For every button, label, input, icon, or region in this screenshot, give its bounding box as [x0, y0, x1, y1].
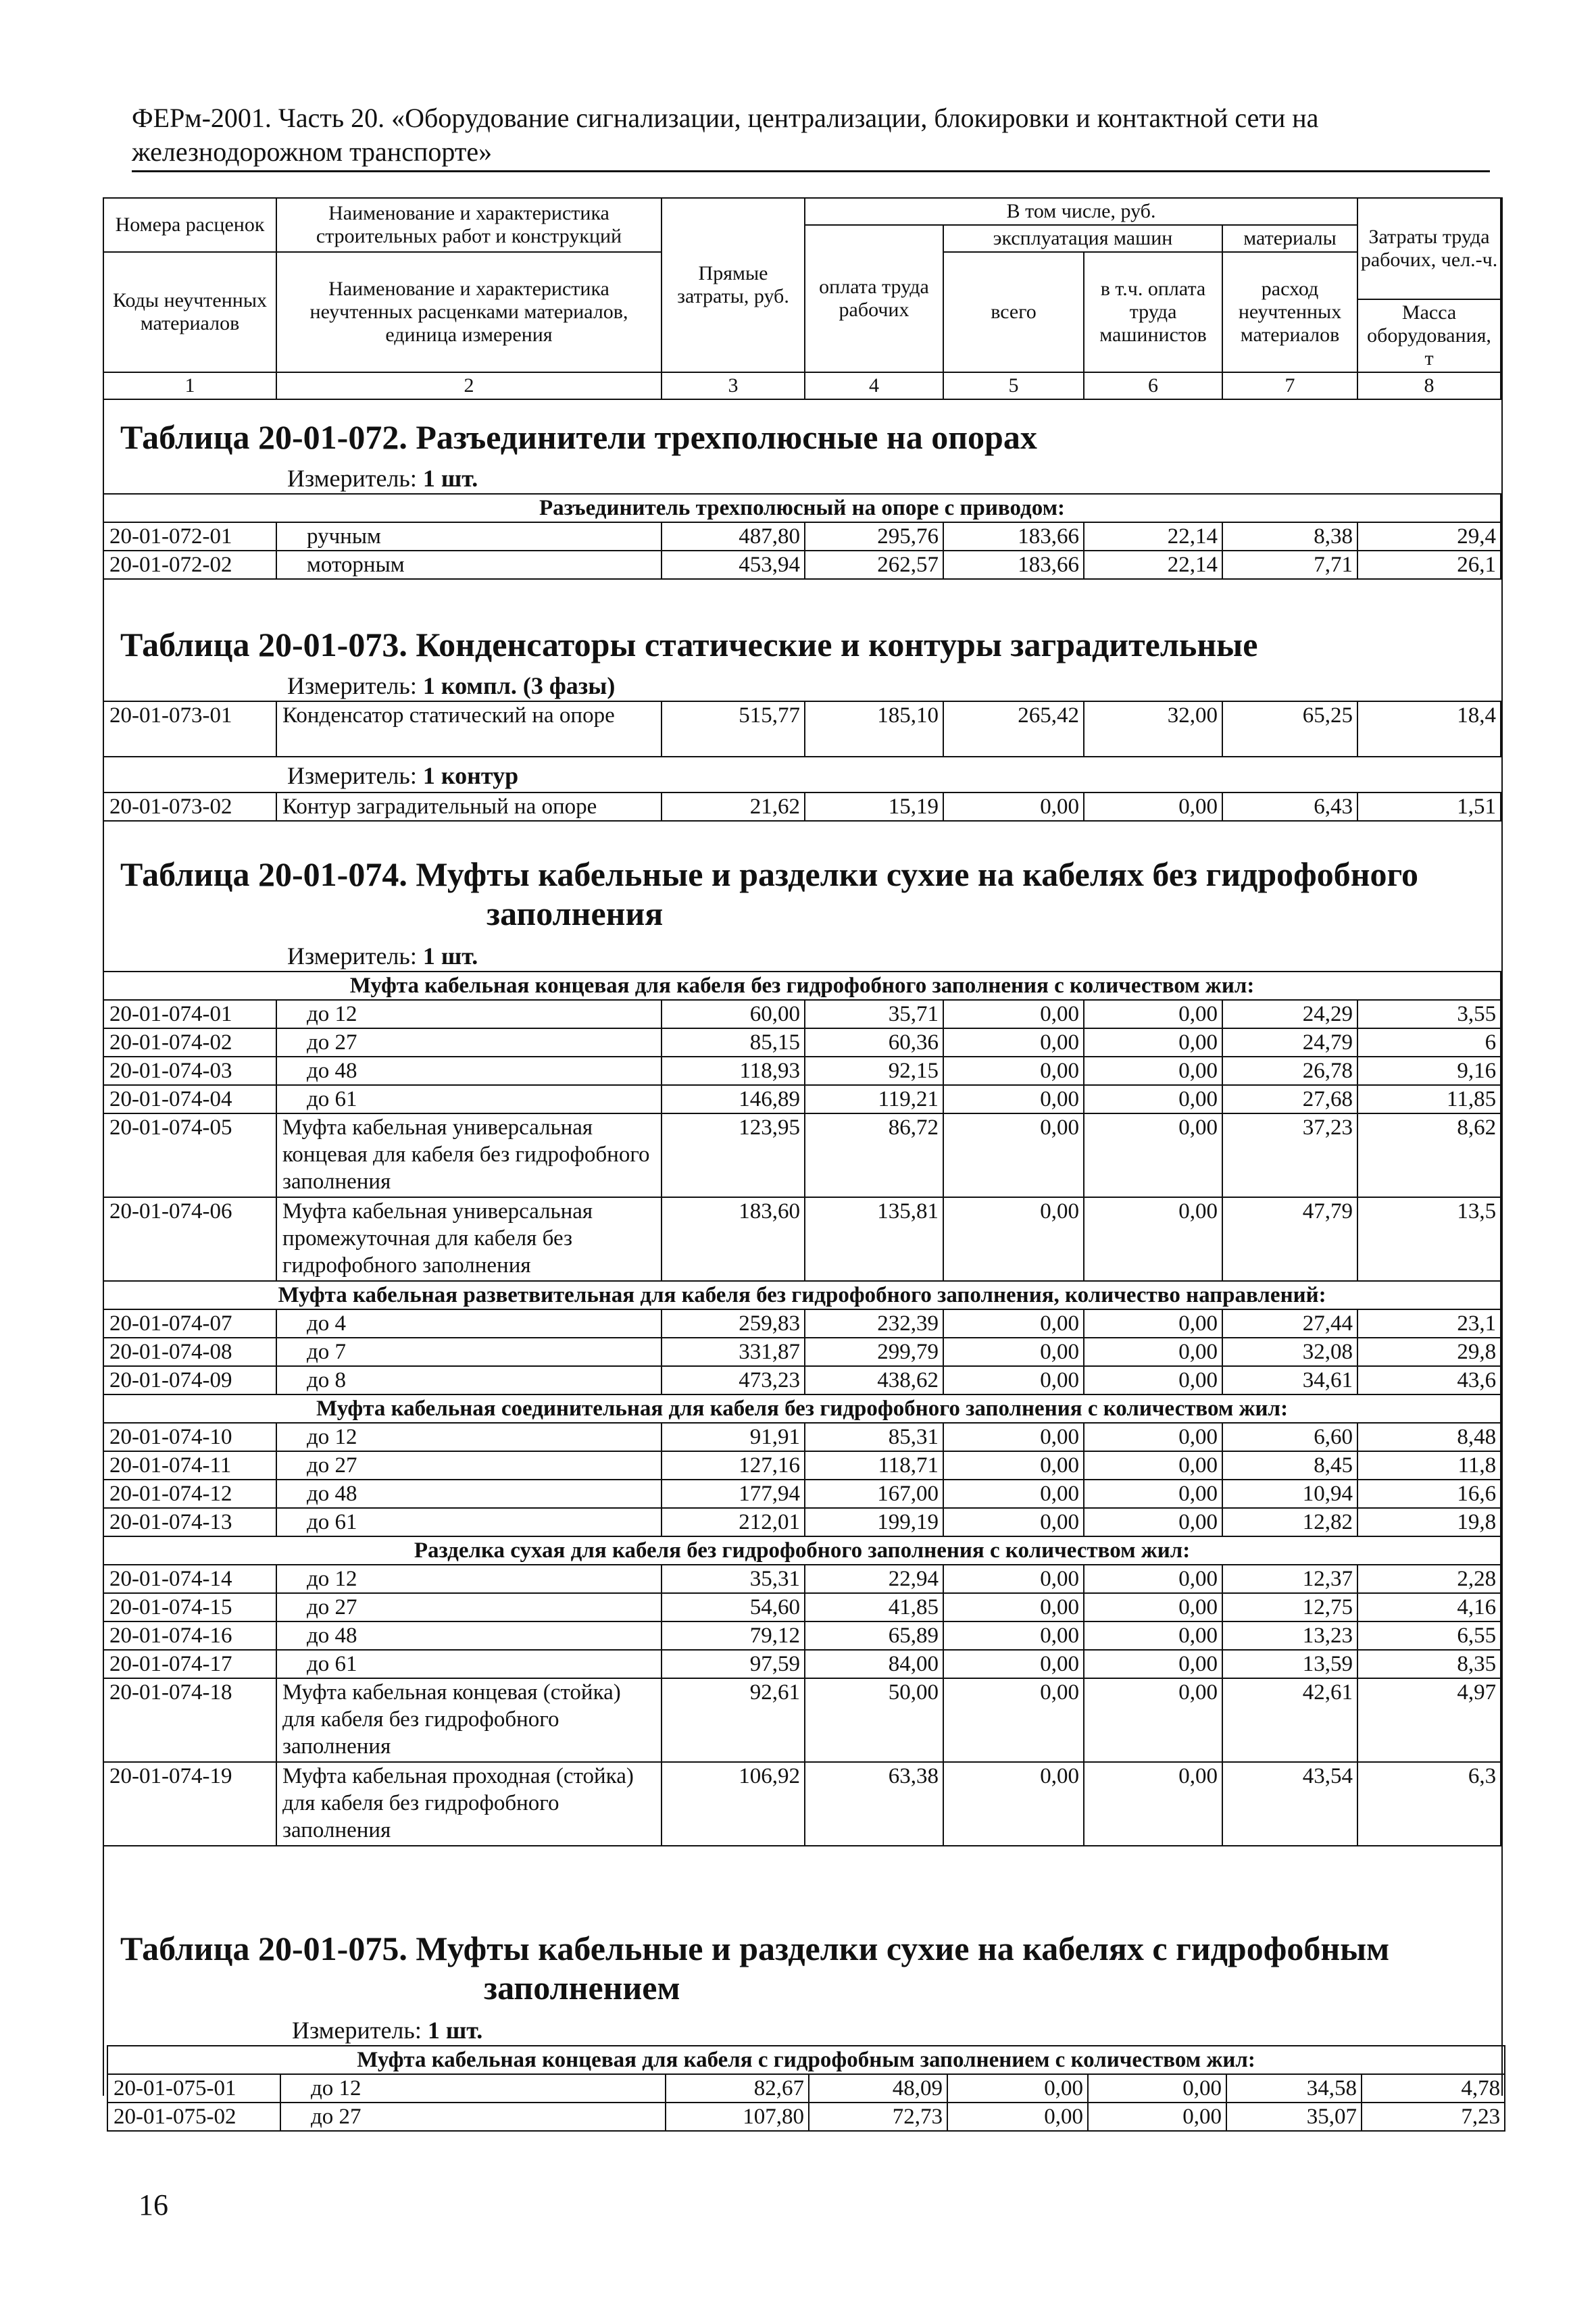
- labor-hours-cell: 4,97: [1357, 1678, 1501, 1762]
- rate-code-cell: 20-01-074-18: [103, 1678, 276, 1762]
- work-name-cell: до 27: [280, 2103, 666, 2131]
- machines-total-cell: 183,66: [943, 551, 1084, 579]
- rate-code-cell: 20-01-073-02: [103, 793, 276, 821]
- work-name-cell: до 48: [276, 1480, 662, 1508]
- table-row: [103, 1000, 1501, 1028]
- rate-code-cell: 20-01-074-07: [103, 1309, 276, 1338]
- col-num-6: 6: [1084, 372, 1222, 399]
- measure-label: Измеритель:: [287, 672, 417, 699]
- work-name-cell: Муфта кабельная универсальная промежуточная для кабеля без гидрофобного заполнения: [276, 1197, 662, 1281]
- machines-total-cell: 0,00: [943, 1197, 1084, 1281]
- materials-cell: 37,23: [1222, 1113, 1357, 1197]
- materials-cell: 13,59: [1222, 1650, 1357, 1678]
- operators-pay-cell: 0,00: [1084, 1762, 1222, 1846]
- table-row: [103, 522, 1501, 551]
- labor-pay-cell: 295,76: [805, 522, 943, 551]
- measure-value: 1 контур: [422, 762, 519, 789]
- labor-pay-cell: 86,72: [805, 1113, 943, 1197]
- col-7-header: расход неучтенных материалов: [1222, 252, 1357, 372]
- rate-code-cell: 20-01-074-15: [103, 1593, 276, 1621]
- labor-hours-cell: 29,4: [1357, 522, 1501, 551]
- machines-total-cell: 0,00: [943, 1366, 1084, 1394]
- operators-pay-cell: 0,00: [1084, 1678, 1222, 1762]
- group-label: Муфта кабельная разветвительная для кабеля без гидрофобного заполнения, количество направлений:: [103, 1281, 1501, 1309]
- machines-total-cell: 0,00: [943, 1309, 1084, 1338]
- machines-total-cell: 0,00: [947, 2103, 1088, 2131]
- labor-hours-cell: 23,1: [1357, 1309, 1501, 1338]
- measure-075: [292, 2017, 482, 2044]
- materials-cell: 12,82: [1222, 1508, 1357, 1536]
- machines-total-cell: 0,00: [943, 1678, 1084, 1762]
- page-number: 16: [139, 2188, 168, 2221]
- labor-pay-cell: 50,00: [805, 1678, 943, 1762]
- labor-hours-cell: 6,3: [1357, 1762, 1501, 1846]
- labor-pay-cell: 65,89: [805, 1621, 943, 1650]
- labor-pay-cell: 84,00: [805, 1650, 943, 1678]
- column-header-table: [103, 197, 1501, 400]
- table-row: [103, 1113, 1501, 1197]
- rate-code-cell: 20-01-074-03: [103, 1057, 276, 1085]
- labor-hours-cell: 9,16: [1357, 1057, 1501, 1085]
- group-label: Муфта кабельная соединительная для кабеля без гидрофобного заполнения с количеством жил:: [103, 1394, 1501, 1423]
- direct-cost-cell: 127,16: [662, 1451, 805, 1480]
- section-title-line1: Таблица 20-01-075. Муфты кабельные и разделки сухие на кабелях с гидрофобным: [120, 1930, 1390, 1967]
- measure-value: 1 компл. (3 фазы): [422, 672, 616, 699]
- machines-total-cell: 0,00: [943, 1000, 1084, 1028]
- labor-pay-cell: 299,79: [805, 1338, 943, 1366]
- work-name-cell: ручным: [276, 522, 662, 551]
- materials-cell: 47,79: [1222, 1197, 1357, 1281]
- section-title-074: [120, 855, 1418, 933]
- labor-pay-cell: 92,15: [805, 1057, 943, 1085]
- work-name-cell: моторным: [276, 551, 662, 579]
- labor-hours-cell: 29,8: [1357, 1338, 1501, 1366]
- labor-pay-cell: 63,38: [805, 1762, 943, 1846]
- measure-072: [287, 465, 478, 492]
- materials-cell: 6,43: [1222, 793, 1357, 821]
- table-row: [103, 1309, 1501, 1338]
- table-row: [103, 1028, 1501, 1057]
- measure-074: [287, 942, 478, 970]
- labor-hours-cell: 16,6: [1357, 1480, 1501, 1508]
- measure-value: 1 шт.: [422, 465, 478, 492]
- materials-cell: 42,61: [1222, 1678, 1357, 1762]
- labor-pay-cell: 41,85: [805, 1593, 943, 1621]
- col-2-bottom: Наименование и характеристика неучтенных расценками материалов, единица измерения: [276, 252, 662, 372]
- col-num-5: 5: [943, 372, 1084, 399]
- rate-code-cell: 20-01-074-16: [103, 1621, 276, 1650]
- operators-pay-cell: 22,14: [1084, 551, 1222, 579]
- labor-pay-cell: 72,73: [809, 2103, 947, 2131]
- operators-pay-cell: 0,00: [1084, 1309, 1222, 1338]
- machines-total-cell: 0,00: [943, 1423, 1084, 1451]
- work-name-cell: до 27: [276, 1028, 662, 1057]
- labor-hours-cell: 26,1: [1357, 551, 1501, 579]
- col-8-top: Затраты труда рабочих, чел.-ч.: [1357, 198, 1501, 299]
- rate-code-cell: 20-01-075-01: [107, 2074, 280, 2103]
- work-name-cell: Муфта кабельная универсальная концевая для кабеля без гидрофобного заполнения: [276, 1113, 662, 1197]
- labor-hours-cell: 6,55: [1357, 1621, 1501, 1650]
- operators-pay-cell: 0,00: [1084, 1366, 1222, 1394]
- labor-hours-cell: 6: [1357, 1028, 1501, 1057]
- direct-cost-cell: 473,23: [662, 1366, 805, 1394]
- direct-cost-cell: 106,92: [662, 1762, 805, 1846]
- work-name-cell: до 12: [276, 1423, 662, 1451]
- operators-pay-cell: 0,00: [1084, 1593, 1222, 1621]
- measure-label: Измеритель:: [292, 2017, 422, 2044]
- section-title-line2: заполнения: [487, 895, 664, 932]
- col-num-3: 3: [662, 372, 805, 399]
- rate-code-cell: 20-01-074-17: [103, 1650, 276, 1678]
- col-num-8: 8: [1357, 372, 1501, 399]
- rate-code-cell: 20-01-074-10: [103, 1423, 276, 1451]
- section-title-072: Таблица 20-01-072. Разъединители трехполюсные на опорах: [120, 418, 1037, 456]
- group-label: Разделка сухая для кабеля без гидрофобного заполнения с количеством жил:: [103, 1536, 1501, 1565]
- labor-pay-cell: 185,10: [805, 701, 943, 757]
- operators-pay-cell: 0,00: [1084, 1423, 1222, 1451]
- table-row: [103, 1085, 1501, 1113]
- machines-total-cell: 0,00: [943, 1338, 1084, 1366]
- measure-value: 1 шт.: [427, 2017, 483, 2044]
- labor-hours-cell: 1,51: [1357, 793, 1501, 821]
- table-row: [103, 1650, 1501, 1678]
- materials-cell: 65,25: [1222, 701, 1357, 757]
- direct-cost-cell: 515,77: [662, 701, 805, 757]
- materials-cell: 24,79: [1222, 1028, 1357, 1057]
- machines-total-cell: 0,00: [943, 1085, 1084, 1113]
- materials-cell: 12,37: [1222, 1565, 1357, 1593]
- operators-pay-cell: 32,00: [1084, 701, 1222, 757]
- work-name-cell: Муфта кабельная проходная (стойка) для кабеля без гидрофобного заполнения: [276, 1762, 662, 1846]
- direct-cost-cell: 92,61: [662, 1678, 805, 1762]
- labor-pay-cell: 60,36: [805, 1028, 943, 1057]
- labor-pay-cell: 232,39: [805, 1309, 943, 1338]
- labor-pay-cell: 35,71: [805, 1000, 943, 1028]
- machines-total-cell: 0,00: [943, 1621, 1084, 1650]
- work-name-cell: до 8: [276, 1366, 662, 1394]
- work-name-cell: до 61: [276, 1085, 662, 1113]
- work-name-cell: до 12: [276, 1565, 662, 1593]
- direct-cost-cell: 453,94: [662, 551, 805, 579]
- work-name-cell: до 48: [276, 1621, 662, 1650]
- machines-total-cell: 0,00: [943, 1451, 1084, 1480]
- table-row: [103, 551, 1501, 579]
- group-label: Муфта кабельная концевая для кабеля без гидрофобного заполнения с количеством жил:: [103, 972, 1501, 1000]
- machines-total-cell: 265,42: [943, 701, 1084, 757]
- table-row: [103, 1366, 1501, 1394]
- operators-pay-cell: 0,00: [1084, 1000, 1222, 1028]
- table-row: [103, 1678, 1501, 1762]
- section-title-075: [120, 1929, 1389, 2007]
- col-6-header: в т.ч. оплата труда машинистов: [1084, 252, 1222, 372]
- labor-pay-cell: 438,62: [805, 1366, 943, 1394]
- labor-hours-cell: 11,85: [1357, 1085, 1501, 1113]
- materials-cell: 8,38: [1222, 522, 1357, 551]
- col-num-2: 2: [276, 372, 662, 399]
- direct-cost-cell: 82,67: [666, 2074, 809, 2103]
- rate-code-cell: 20-01-074-12: [103, 1480, 276, 1508]
- document-header: ФЕРм-2001. Часть 20. «Оборудование сигнализации, централизации, блокировки и контактной сети на железнодорожном транспорте»: [132, 103, 1319, 167]
- direct-cost-cell: 146,89: [662, 1085, 805, 1113]
- rates-table-074: [103, 971, 1501, 1846]
- labor-hours-cell: 8,35: [1357, 1650, 1501, 1678]
- machines-total-cell: 0,00: [943, 1762, 1084, 1846]
- labor-pay-cell: 85,31: [805, 1423, 943, 1451]
- direct-cost-cell: 487,80: [662, 522, 805, 551]
- work-name-cell: до 12: [280, 2074, 666, 2103]
- table-row: [103, 793, 1501, 821]
- labor-pay-cell: 48,09: [809, 2074, 947, 2103]
- labor-hours-cell: 13,5: [1357, 1197, 1501, 1281]
- measure-label: Измеритель:: [287, 942, 417, 970]
- col-8-bottom: Масса оборудования, т: [1357, 299, 1501, 372]
- materials-cell: 32,08: [1222, 1338, 1357, 1366]
- table-row: [107, 2074, 1505, 2103]
- direct-cost-cell: 212,01: [662, 1508, 805, 1536]
- table-row: [103, 1338, 1501, 1366]
- materials-cell: 27,68: [1222, 1085, 1357, 1113]
- table-row: [107, 2103, 1505, 2131]
- rate-code-cell: 20-01-075-02: [107, 2103, 280, 2131]
- labor-pay-cell: 262,57: [805, 551, 943, 579]
- labor-pay-cell: 22,94: [805, 1565, 943, 1593]
- table-row: [103, 1057, 1501, 1085]
- table-row: [103, 1423, 1501, 1451]
- direct-cost-cell: 177,94: [662, 1480, 805, 1508]
- machines-total-cell: 0,00: [943, 793, 1084, 821]
- work-name-cell: до 27: [276, 1451, 662, 1480]
- labor-pay-cell: 118,71: [805, 1451, 943, 1480]
- labor-hours-cell: 4,78: [1362, 2074, 1505, 2103]
- work-name-cell: до 61: [276, 1650, 662, 1678]
- direct-cost-cell: 331,87: [662, 1338, 805, 1366]
- col-num-4: 4: [805, 372, 943, 399]
- operators-pay-cell: 0,00: [1084, 793, 1222, 821]
- rate-code-cell: 20-01-074-14: [103, 1565, 276, 1593]
- materials-cell: 35,07: [1226, 2103, 1362, 2131]
- table-row: [103, 1621, 1501, 1650]
- operators-pay-cell: 0,00: [1084, 1451, 1222, 1480]
- work-name-cell: Конденсатор статический на опоре: [276, 701, 662, 757]
- materials-cell: 6,60: [1222, 1423, 1357, 1451]
- work-name-cell: до 48: [276, 1057, 662, 1085]
- col-5-header: всего: [943, 252, 1084, 372]
- work-name-cell: до 4: [276, 1309, 662, 1338]
- direct-cost-cell: 123,95: [662, 1113, 805, 1197]
- col-1-top: Номера расценок: [103, 198, 276, 252]
- direct-cost-cell: 183,60: [662, 1197, 805, 1281]
- operators-pay-cell: 0,00: [1084, 1113, 1222, 1197]
- materials-cell: 7,71: [1222, 551, 1357, 579]
- labor-pay-cell: 199,19: [805, 1508, 943, 1536]
- operators-pay-cell: 0,00: [1084, 1085, 1222, 1113]
- operators-pay-cell: 0,00: [1084, 1338, 1222, 1366]
- labor-hours-cell: 7,23: [1362, 2103, 1505, 2131]
- labor-hours-cell: 4,16: [1357, 1593, 1501, 1621]
- materials-cell: 43,54: [1222, 1762, 1357, 1846]
- operators-pay-cell: 0,00: [1084, 1057, 1222, 1085]
- labor-hours-cell: 8,62: [1357, 1113, 1501, 1197]
- operators-pay-cell: 0,00: [1084, 1650, 1222, 1678]
- machines-total-cell: 0,00: [943, 1650, 1084, 1678]
- col-3-header: Прямые затраты, руб.: [662, 198, 805, 372]
- table-row: [103, 1197, 1501, 1281]
- labor-hours-cell: 11,8: [1357, 1451, 1501, 1480]
- work-name-cell: Контур заградительный на опоре: [276, 793, 662, 821]
- direct-cost-cell: 60,00: [662, 1000, 805, 1028]
- operators-pay-cell: 0,00: [1084, 1028, 1222, 1057]
- operators-pay-cell: 22,14: [1084, 522, 1222, 551]
- section-title-line1: Таблица 20-01-074. Муфты кабельные и разделки сухие на кабелях без гидрофобного: [120, 855, 1419, 893]
- group-row: [103, 1394, 1501, 1423]
- group-label: Разъединитель трехполюсный на опоре с приводом:: [103, 494, 1501, 522]
- materials-cell: 34,58: [1226, 2074, 1362, 2103]
- table-row: [103, 1508, 1501, 1536]
- section-title-line2: заполнением: [484, 1969, 680, 2007]
- labor-hours-cell: 3,55: [1357, 1000, 1501, 1028]
- measure-value: 1 шт.: [422, 942, 478, 970]
- labor-pay-cell: 167,00: [805, 1480, 943, 1508]
- table-row: [103, 1762, 1501, 1846]
- measure-label: Измеритель:: [287, 465, 417, 492]
- measure-label: Измеритель:: [287, 762, 417, 789]
- table-row: [103, 1593, 1501, 1621]
- rate-code-cell: 20-01-074-01: [103, 1000, 276, 1028]
- rates-table-073: [103, 701, 1501, 757]
- direct-cost-cell: 21,62: [662, 793, 805, 821]
- section-title-073: Таблица 20-01-073. Конденсаторы статические и контуры заградительные: [120, 626, 1258, 663]
- labor-hours-cell: 8,48: [1357, 1423, 1501, 1451]
- col-1-bottom: Коды неучтенных материалов: [103, 252, 276, 372]
- materials-header: материалы: [1222, 225, 1357, 252]
- direct-cost-cell: 107,80: [666, 2103, 809, 2131]
- col-num-7: 7: [1222, 372, 1357, 399]
- group-label: Муфта кабельная концевая для кабеля с гидрофобным заполнением с количеством жил:: [107, 2046, 1505, 2074]
- operators-pay-cell: 0,00: [1088, 2074, 1226, 2103]
- measure-073: [287, 672, 615, 699]
- labor-hours-cell: 2,28: [1357, 1565, 1501, 1593]
- machines-total-cell: 0,00: [943, 1480, 1084, 1508]
- materials-cell: 13,23: [1222, 1621, 1357, 1650]
- rate-code-cell: 20-01-074-06: [103, 1197, 276, 1281]
- labor-pay-cell: 119,21: [805, 1085, 943, 1113]
- rate-code-cell: 20-01-074-04: [103, 1085, 276, 1113]
- col-2-top: Наименование и характеристика строительных работ и конструкций: [276, 198, 662, 252]
- table-row: [103, 1451, 1501, 1480]
- labor-hours-cell: 19,8: [1357, 1508, 1501, 1536]
- machines-total-cell: 0,00: [943, 1508, 1084, 1536]
- rates-table-072: [103, 493, 1501, 580]
- col-4-header: оплата труда рабочих: [805, 225, 943, 372]
- operators-pay-cell: 0,00: [1084, 1621, 1222, 1650]
- group-row: [103, 494, 1501, 522]
- materials-cell: 27,44: [1222, 1309, 1357, 1338]
- materials-cell: 12,75: [1222, 1593, 1357, 1621]
- direct-cost-cell: 259,83: [662, 1309, 805, 1338]
- machines-total-cell: 0,00: [943, 1113, 1084, 1197]
- work-name-cell: Муфта кабельная концевая (стойка) для кабеля без гидрофобного заполнения: [276, 1678, 662, 1762]
- rate-code-cell: 20-01-074-13: [103, 1508, 276, 1536]
- labor-pay-cell: 15,19: [805, 793, 943, 821]
- rate-code-cell: 20-01-074-08: [103, 1338, 276, 1366]
- labor-hours-cell: 43,6: [1357, 1366, 1501, 1394]
- machines-total-cell: 0,00: [943, 1565, 1084, 1593]
- materials-cell: 10,94: [1222, 1480, 1357, 1508]
- machines-total-cell: 0,00: [947, 2074, 1088, 2103]
- header-rule: [132, 170, 1490, 172]
- machines-header: эксплуатация машин: [943, 225, 1222, 252]
- direct-cost-cell: 85,15: [662, 1028, 805, 1057]
- rate-code-cell: 20-01-074-19: [103, 1762, 276, 1846]
- col-group-header: В том числе, руб.: [805, 198, 1357, 225]
- materials-cell: 26,78: [1222, 1057, 1357, 1085]
- work-name-cell: до 7: [276, 1338, 662, 1366]
- work-name-cell: до 27: [276, 1593, 662, 1621]
- operators-pay-cell: 0,00: [1084, 1480, 1222, 1508]
- group-row: [107, 2046, 1505, 2074]
- direct-cost-cell: 97,59: [662, 1650, 805, 1678]
- operators-pay-cell: 0,00: [1084, 1565, 1222, 1593]
- materials-cell: 34,61: [1222, 1366, 1357, 1394]
- measure-073-contour: [287, 762, 518, 789]
- group-row: [103, 1281, 1501, 1309]
- operators-pay-cell: 0,00: [1084, 1508, 1222, 1536]
- group-row: [103, 972, 1501, 1000]
- table-row: [103, 1480, 1501, 1508]
- group-row: [103, 1536, 1501, 1565]
- rates-table-073-contour: [103, 792, 1501, 822]
- machines-total-cell: 0,00: [943, 1057, 1084, 1085]
- direct-cost-cell: 91,91: [662, 1423, 805, 1451]
- operators-pay-cell: 0,00: [1088, 2103, 1226, 2131]
- labor-hours-cell: 18,4: [1357, 701, 1501, 757]
- rate-code-cell: 20-01-074-05: [103, 1113, 276, 1197]
- direct-cost-cell: 79,12: [662, 1621, 805, 1650]
- col-num-1: 1: [103, 372, 276, 399]
- table-row: [103, 1565, 1501, 1593]
- work-name-cell: до 12: [276, 1000, 662, 1028]
- table-row: [103, 701, 1501, 757]
- direct-cost-cell: 118,93: [662, 1057, 805, 1085]
- rate-code-cell: 20-01-074-11: [103, 1451, 276, 1480]
- rate-code-cell: 20-01-074-09: [103, 1366, 276, 1394]
- materials-cell: 24,29: [1222, 1000, 1357, 1028]
- direct-cost-cell: 54,60: [662, 1593, 805, 1621]
- rates-table-075: [107, 2045, 1505, 2132]
- rate-code-cell: 20-01-074-02: [103, 1028, 276, 1057]
- work-name-cell: до 61: [276, 1508, 662, 1536]
- rate-code-cell: 20-01-072-01: [103, 522, 276, 551]
- operators-pay-cell: 0,00: [1084, 1197, 1222, 1281]
- materials-cell: 8,45: [1222, 1451, 1357, 1480]
- machines-total-cell: 183,66: [943, 522, 1084, 551]
- machines-total-cell: 0,00: [943, 1593, 1084, 1621]
- rate-code-cell: 20-01-073-01: [103, 701, 276, 757]
- rate-code-cell: 20-01-072-02: [103, 551, 276, 579]
- machines-total-cell: 0,00: [943, 1028, 1084, 1057]
- labor-pay-cell: 135,81: [805, 1197, 943, 1281]
- direct-cost-cell: 35,31: [662, 1565, 805, 1593]
